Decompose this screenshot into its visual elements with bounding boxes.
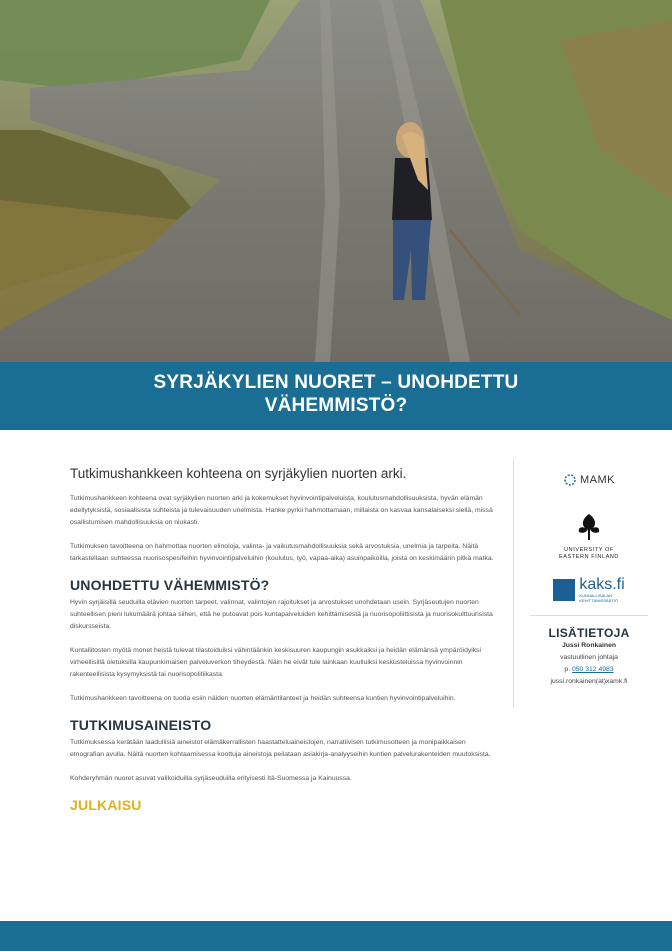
section-heading: TUTKIMUSAINEISTO [70,717,212,733]
page-title: SYRJÄKYLIEN NUORET – UNOHDETTU VÄHEMMISTÖ? [153,372,519,416]
contact-name: Jussi Ronkainen [561,642,616,649]
uef-tree-icon [575,512,603,542]
sidebar-divider [530,615,648,616]
kaks-logo-sub: KUNNALLISALAN [579,593,613,598]
section-paragraph: Kuntaliitosten myötä monet heistä tulevat tilastoiduiksi vähintäänkin keskisuuren kaupungin asukkaiksi ja heidän elämänsä ympäröidyiksi virheellisillä oletuksilla kaupunkimaisen palveluverkon tiheydestä. Näin he eivät tule lainkaan kuulluiksi keskusteluissa hyvinvoinnin rakenteellisista kysymyksistä tai nuorisopolitiikasta. [70,647,482,678]
lead-text: Tutkimushankkeen kohteena on syrjäkylien nuorten arki. [70,466,407,481]
section-paragraph: Hyvin syrjäisillä seuduilla elävien nuorten tarpeet, valinnat, valintojen rajoitukset ja arvostukset unohdetaan usein. Syrjäseutujen nuorten suhteellisen pieni lukumäärä johtaa siihen, että he putoavat pois kuntapalveluiden kehittämisestä ja nuorisopoliittisista ja nuorisokulttuurisista diskursseista. [70,599,493,630]
kaks-square-icon [553,579,575,601]
section-heading: UNOHDETTU VÄHEMMISTÖ? [70,577,270,593]
contact-phone-link[interactable]: 050 312 4983 [571,666,614,673]
section-paragraph: Kohderyhmän nuoret asuvat valikoiduilla syrjäseuduilla erityisesti Itä-Suomessa ja Kainuussa. [70,775,352,782]
contact-role: vastuullinen johtaja [560,654,618,661]
section-paragraph: Tutkimuksessa kerätään laadullisiä aineistot elämäkerrallisten haastatteluaineistojen, narratiivisen tutkimusotteen ja monipaikkaisen etnografian avulla. Näitä nuorten kohtaamisessa koottuja aineistoja peilataan asiakirja-analyyseihin kuntien palvelurakenteiden muutoksista. [70,739,491,758]
gravel-road-photo [0,0,672,362]
hero-photo [0,0,672,362]
mamk-logo-icon [563,473,577,487]
contact-email: jussi.ronkainen(at)xamk.fi [550,678,628,685]
uef-logo [530,512,648,561]
main-content [70,466,500,817]
column-divider [513,458,514,708]
sidebar [530,458,648,688]
intro-paragraph: Tutkimushankkeen kohteena ovat syrjäkylien nuorten arki ja kokemukset hyvinvointipalveluista, koulutusmahdollisuuksista, hyvän elämän edellytyksistä, sosiaalisista suhteista ja tulevaisuuden unelmista. Hanke pyrkii hahmottamaan, millaista on kasvaa kansalaiseksi siellä, missä osallistumisen mahdollisuuksia on niukasti. [70,495,493,526]
uef-logo-line: UNIVERSITY OF [564,547,614,553]
kaks-logo-sub: KEHITTÄMISSÄÄTIÖ [579,598,618,603]
kaks-logo-name: kaks.fi [579,576,625,593]
contact-phone-prefix: p. [564,666,571,673]
info-title: LISÄTIETOJA [548,626,630,640]
mamk-logo-text: MAMK [580,474,615,486]
section-paragraph: Tutkimushankkeen tavoitteena on tuoda esiin näiden nuorten elämäntilanteet ja heidän suhteensa kuntien hyvinvointipalveluihin. [70,695,456,702]
title-banner [0,362,672,430]
mamk-logo [530,466,648,494]
footer-bar [0,921,672,951]
uef-logo-line: EASTERN FINLAND [558,554,620,560]
contact-phone-row [530,664,648,676]
kaks-logo [530,577,648,603]
section-heading-julkaisu: JULKAISU [70,797,142,813]
intro-paragraph: Tutkimuksen tavoitteena on hahmottaa nuorten elinoloja, valinta- ja vaikutusmahdollisuuksia sekä arvostuksia, unelmia ja tarpeita. Näitä tarkastellaan suhteessa nuorisospesifeihin hyvinvointipalveluihin (koulutus, työ, vapaa-aika) asuinpaikoilla, joista on keskimäärin pitkä matka. [70,543,494,562]
